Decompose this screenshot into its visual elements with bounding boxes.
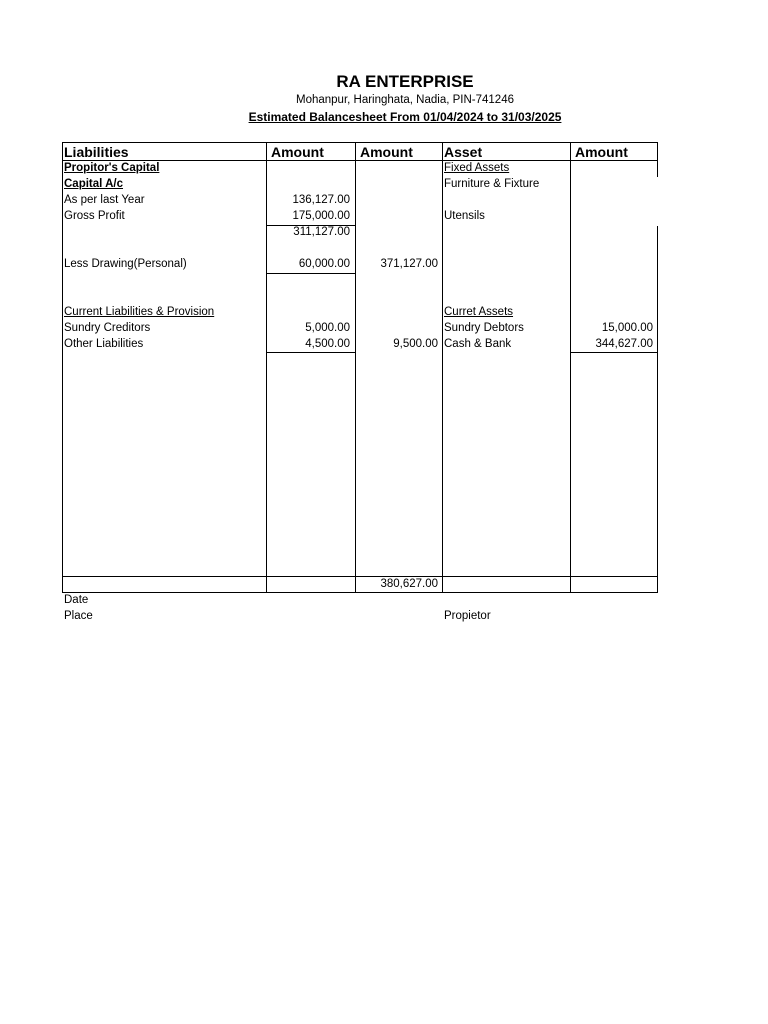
- current-liabilities-total: 9,500.00: [393, 338, 438, 350]
- date-label: Date: [64, 594, 89, 606]
- sundry-creditors-label: Sundry Creditors: [64, 322, 151, 334]
- capital-account-label: Capital A/c: [64, 178, 124, 190]
- gross-profit-amount: 175,000.00: [292, 210, 350, 222]
- company-address: Mohanpur, Haringhata, Nadia, PIN-741246: [295, 94, 514, 106]
- sundry-creditors-amount: 5,000.00: [305, 322, 350, 334]
- gross-profit-label: Gross Profit: [64, 210, 125, 222]
- header-amount-1: Amount: [271, 144, 324, 160]
- company-title: RA ENTERPRISE: [336, 72, 474, 91]
- header-bottom-border: [62, 160, 658, 161]
- column-divider-1: [266, 142, 267, 593]
- current-assets-bottom-line: [570, 352, 658, 353]
- utensils-label: Utensils: [444, 210, 485, 222]
- header-amount-3: Amount: [575, 144, 628, 160]
- current-liabilities-heading: Current Liabilities & Provision: [64, 306, 215, 318]
- as-per-last-year-label: As per last Year: [64, 194, 145, 206]
- drawing-bottom-line: [266, 273, 355, 274]
- current-liabilities-bottom-line: [266, 352, 355, 353]
- balancesheet-period: Estimated Balancesheet From 01/04/2024 to 31/03/2025: [248, 110, 562, 124]
- grand-total: 380,627.00: [380, 578, 438, 590]
- table-left-border: [62, 142, 63, 593]
- capital-total: 371,127.00: [380, 258, 438, 270]
- capital-heading: Propitor's Capital: [64, 162, 160, 174]
- as-per-last-year-amount: 136,127.00: [292, 194, 350, 206]
- furniture-fixture-label: Furniture & Fixture: [444, 178, 540, 190]
- other-liabilities-amount: 4,500.00: [305, 338, 350, 350]
- table-right-border-top: [657, 142, 658, 177]
- table-right-border-bottom: [657, 226, 658, 593]
- table-top-border: [62, 142, 658, 143]
- column-divider-2: [355, 142, 356, 593]
- current-assets-heading: Curret Assets: [444, 306, 514, 318]
- cash-bank-label: Cash & Bank: [444, 338, 512, 350]
- fixed-assets-heading: Fixed Assets: [444, 162, 510, 174]
- less-drawing-label: Less Drawing(Personal): [64, 258, 187, 270]
- place-label: Place: [64, 610, 93, 622]
- table-bottom-border: [62, 592, 658, 593]
- capital-subtotal: 311,127.00: [293, 226, 350, 238]
- less-drawing-amount: 60,000.00: [298, 258, 350, 270]
- header-liabilities: Liabilities: [64, 144, 129, 160]
- other-liabilities-label: Other Liabilities: [64, 338, 144, 350]
- proprietor-label: Propietor: [444, 610, 491, 622]
- sundry-debtors-amount: 15,000.00: [601, 322, 653, 334]
- header-asset: Asset: [444, 144, 483, 160]
- column-divider-4: [570, 142, 571, 593]
- column-divider-3: [442, 142, 443, 593]
- sundry-debtors-label: Sundry Debtors: [444, 322, 524, 334]
- total-row-top-border: [62, 576, 658, 577]
- header-amount-2: Amount: [360, 144, 413, 160]
- cash-bank-amount: 344,627.00: [595, 338, 653, 350]
